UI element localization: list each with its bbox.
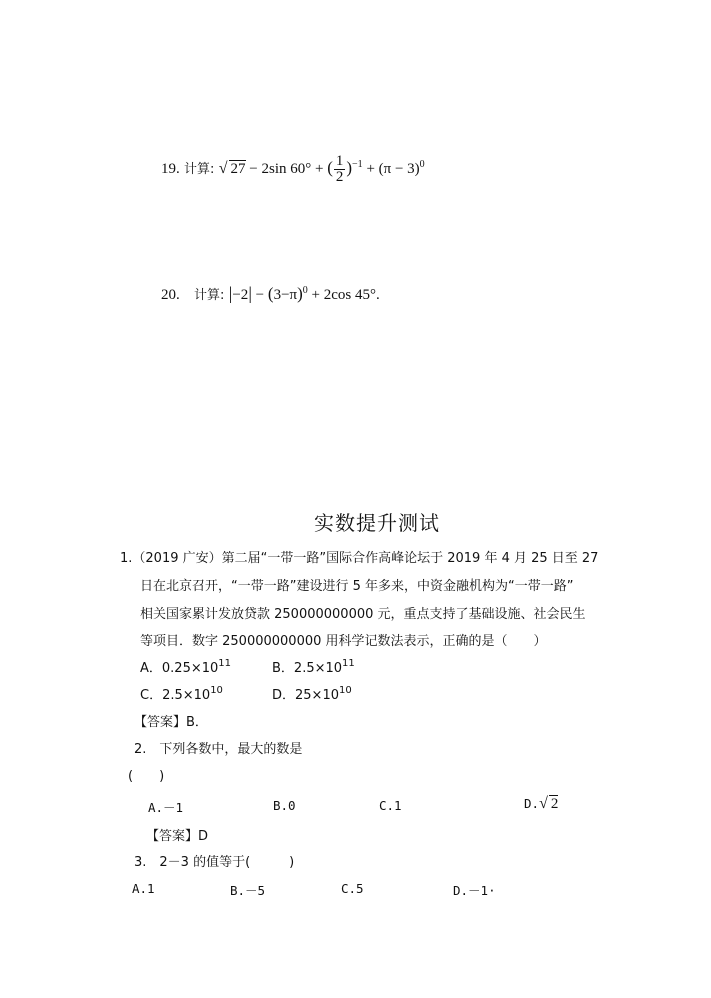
option-c: C.5 xyxy=(341,881,364,896)
question-number: 20. xyxy=(161,287,180,303)
option-d: D.－1· xyxy=(453,883,496,898)
exponent: 0 xyxy=(302,285,308,296)
option-d: D．$25\times 10^{10}$ xyxy=(272,685,352,703)
problem-1-line: 日在北京召开，“一带一路”建设进行 5 年多来，中资金融机构为“一带一路” xyxy=(140,579,574,594)
answer-parentheses: ( ) xyxy=(128,769,165,784)
radical-sign: √ xyxy=(539,795,548,812)
problem-1-line: 1.（2019 广安）第二届“一带一路”国际合作高峰论坛于 2019 年 4 月 25 日至 27 xyxy=(120,551,599,566)
question-19 xyxy=(161,154,425,185)
problem-2-stem: 2. 下列各数中，最大的数是 xyxy=(134,742,303,757)
option-b: B.－5 xyxy=(230,883,266,898)
formula-term: + (π − 3) xyxy=(366,160,420,177)
question-label: 计算: xyxy=(194,288,225,303)
option-a: A．$0.25\times 10^{11}$ xyxy=(140,658,232,676)
question-20 xyxy=(161,283,380,304)
option-b: B．$2.5\times 10^{11}$ xyxy=(272,658,355,676)
question-number: 19. xyxy=(161,160,180,177)
formula-term: + 2cos 45°. xyxy=(311,287,380,303)
option-a: A.－1 xyxy=(148,800,184,815)
problem-1-line: 相关国家累计发放贷款 250000000000 元，重点支持了基础设施、社会民生 xyxy=(140,607,586,622)
option-a: A.1 xyxy=(132,881,155,896)
option-b: B.0 xyxy=(273,798,296,813)
option-c: C.1 xyxy=(379,798,402,813)
section-title: 实数提升测试 xyxy=(314,511,440,535)
question-label: 计算: xyxy=(184,161,215,177)
formula: $|-2| - (3-\pi)^0 + 2\cos$ 45°. xyxy=(228,283,380,303)
problem-3-stem: 3. 2－3 的值等于( ) xyxy=(134,855,295,870)
fraction: $\frac{1}{2}$ xyxy=(335,153,344,185)
answer: 【答案】D xyxy=(146,829,209,844)
option-d: D.√ 2 xyxy=(524,795,559,812)
problem-1-line: 等项目．数字 250000000000 用科学记数法表示，正确的是（ ） xyxy=(140,634,547,649)
option-c: C．$2.5\times 10^{10}$ xyxy=(140,685,223,703)
answer: 【答案】B． xyxy=(134,715,208,730)
exponent: 0 xyxy=(419,158,425,170)
exponent: −1 xyxy=(352,158,363,170)
formula: √ 27 − 2sin 60° + ( $\frac{1}{2}$ )$^{-1} + (\pi - 3)^0$ xyxy=(218,153,425,185)
sqrt-argument: 27 xyxy=(230,160,246,177)
formula-term: − 2sin 60° + xyxy=(249,160,324,177)
radical-sign: √ xyxy=(218,159,228,177)
